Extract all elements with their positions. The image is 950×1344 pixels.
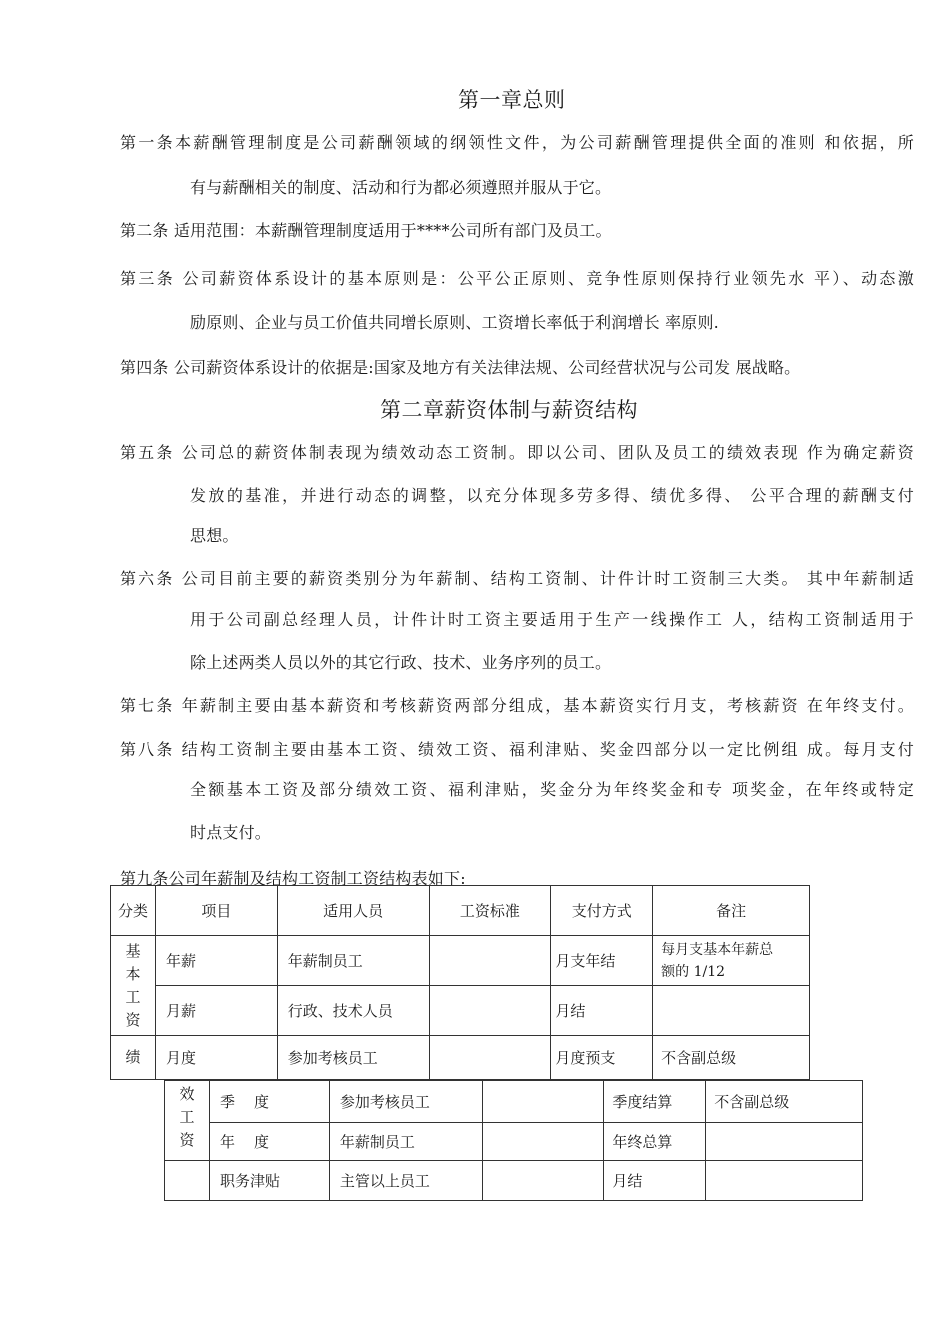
salary-structure-table-upper: [110, 885, 810, 1080]
header-people: 适用人员: [277, 886, 429, 936]
article-9-line-1: 第九条公司年薪制及结构工资制工资结构表如下:: [120, 869, 466, 888]
article-8-line-2: 全额基本工资及部分绩效工资、福利津贴，奖金分为年终奖金和专 项奖金，在年终或特定: [190, 780, 914, 799]
cell-note: [706, 1123, 863, 1161]
cell-note: [653, 986, 810, 1036]
cell-item: 季 度: [209, 1081, 329, 1123]
cell-standard: [482, 1081, 604, 1123]
cell-standard: [482, 1161, 604, 1201]
cell-category-empty: [165, 1161, 210, 1201]
article-8-line-3: 时点支付。: [190, 823, 272, 842]
cell-pay: 月结: [604, 1161, 706, 1201]
cell-people: 行政、技术人员: [277, 986, 429, 1036]
cell-pay: 月结: [551, 986, 653, 1036]
cell-item: 年 度: [209, 1123, 329, 1161]
cell-note: 每月支基本年薪总 额的 1/12: [653, 936, 810, 986]
cell-pay: 月度预支: [551, 1036, 653, 1080]
article-3-line-2: 励原则、企业与员工价值共同增长原则、工资增长率低于利润增长 率原则.: [190, 313, 719, 332]
chapter-1-title: 第一章总则: [458, 88, 566, 112]
category-basic-salary: 基 本 工 资: [111, 936, 156, 1036]
article-5-line-3: 思想。: [190, 526, 239, 545]
cell-standard: [429, 986, 551, 1036]
cell-people: 年薪制员工: [329, 1123, 482, 1161]
cell-standard: [429, 936, 551, 986]
table-row: [111, 1036, 810, 1080]
header-note: 备注: [653, 886, 810, 936]
cell-pay: 年终总算: [604, 1123, 706, 1161]
table-row: [165, 1161, 863, 1201]
cell-item: 年薪: [155, 936, 277, 986]
cell-people: 主管以上员工: [329, 1161, 482, 1201]
article-5-line-2: 发放的基准，并进行动态的调整，以充分体现多劳多得、绩优多得、 公平合理的薪酬支付: [190, 486, 914, 505]
cell-item: 月度: [155, 1036, 277, 1080]
cell-standard: [429, 1036, 551, 1080]
header-standard: 工资标准: [429, 886, 551, 936]
cell-note: 不含副总级: [706, 1081, 863, 1123]
cell-note: [706, 1161, 863, 1201]
table-row: [165, 1081, 863, 1123]
cell-people: 年薪制员工: [277, 936, 429, 986]
salary-structure-table-lower: [164, 1080, 863, 1201]
article-8-line-1: 第八条 结构工资制主要由基本工资、绩效工资、福利津贴、奖金四部分以一定比例组 成。每月支付: [120, 740, 914, 759]
table-header-row: [111, 886, 810, 936]
header-category: 分类: [111, 886, 156, 936]
table-row: [111, 986, 810, 1036]
cell-pay: 月支年结: [551, 936, 653, 986]
article-7-line-1: 第七条 年薪制主要由基本薪资和考核薪资两部分组成，基本薪资实行月支，考核薪资 在年终支付。: [120, 696, 914, 715]
table-row: [111, 936, 810, 986]
category-performance-salary-cont: 效 工 资: [165, 1081, 210, 1161]
article-6-line-3: 除上述两类人员以外的其它行政、技术、业务序列的员工。: [190, 653, 612, 672]
article-1-line-2: 有与薪酬相关的制度、活动和行为都必须遵照并服从于它。: [190, 178, 612, 197]
table-row: [165, 1123, 863, 1161]
cell-people: 参加考核员工: [277, 1036, 429, 1080]
article-4-line-1: 第四条 公司薪资体系设计的依据是:国家及地方有关法律法规、公司经营状况与公司发 展战略。: [120, 358, 801, 377]
article-3-line-1: 第三条 公司薪资体系设计的基本原则是：公平公正原则、竞争性原则保持行业领先水 平）、动态激: [120, 269, 914, 288]
article-5-line-1: 第五条 公司总的薪资体制表现为绩效动态工资制。即以公司、团队及员工的绩效表现 作为确定薪资: [120, 443, 914, 462]
article-2-line-1: 第二条 适用范围：本薪酬管理制度适用于****公司所有部门及员工。: [120, 221, 612, 240]
cell-pay: 季度结算: [604, 1081, 706, 1123]
header-pay: 支付方式: [551, 886, 653, 936]
cell-note: 不含副总级: [653, 1036, 810, 1080]
article-6-line-1: 第六条 公司目前主要的薪资类别分为年薪制、结构工资制、计件计时工资制三大类。 其中年薪制适: [120, 569, 914, 588]
article-1-line-1: 第一条本薪酬管理制度是公司薪酬领域的纲领性文件，为公司薪酬管理提供全面的准则 和依据，所: [120, 133, 914, 152]
chapter-2-title: 第二章薪资体制与薪资结构: [380, 398, 638, 422]
cell-standard: [482, 1123, 604, 1161]
article-6-line-2: 用于公司副总经理人员，计件计时工资主要适用于生产一线操作工 人，结构工资制适用于: [190, 610, 914, 629]
cell-item: 职务津贴: [209, 1161, 329, 1201]
category-performance-salary: 绩: [111, 1036, 156, 1080]
header-item: 项目: [155, 886, 277, 936]
cell-people: 参加考核员工: [329, 1081, 482, 1123]
cell-item: 月薪: [155, 986, 277, 1036]
